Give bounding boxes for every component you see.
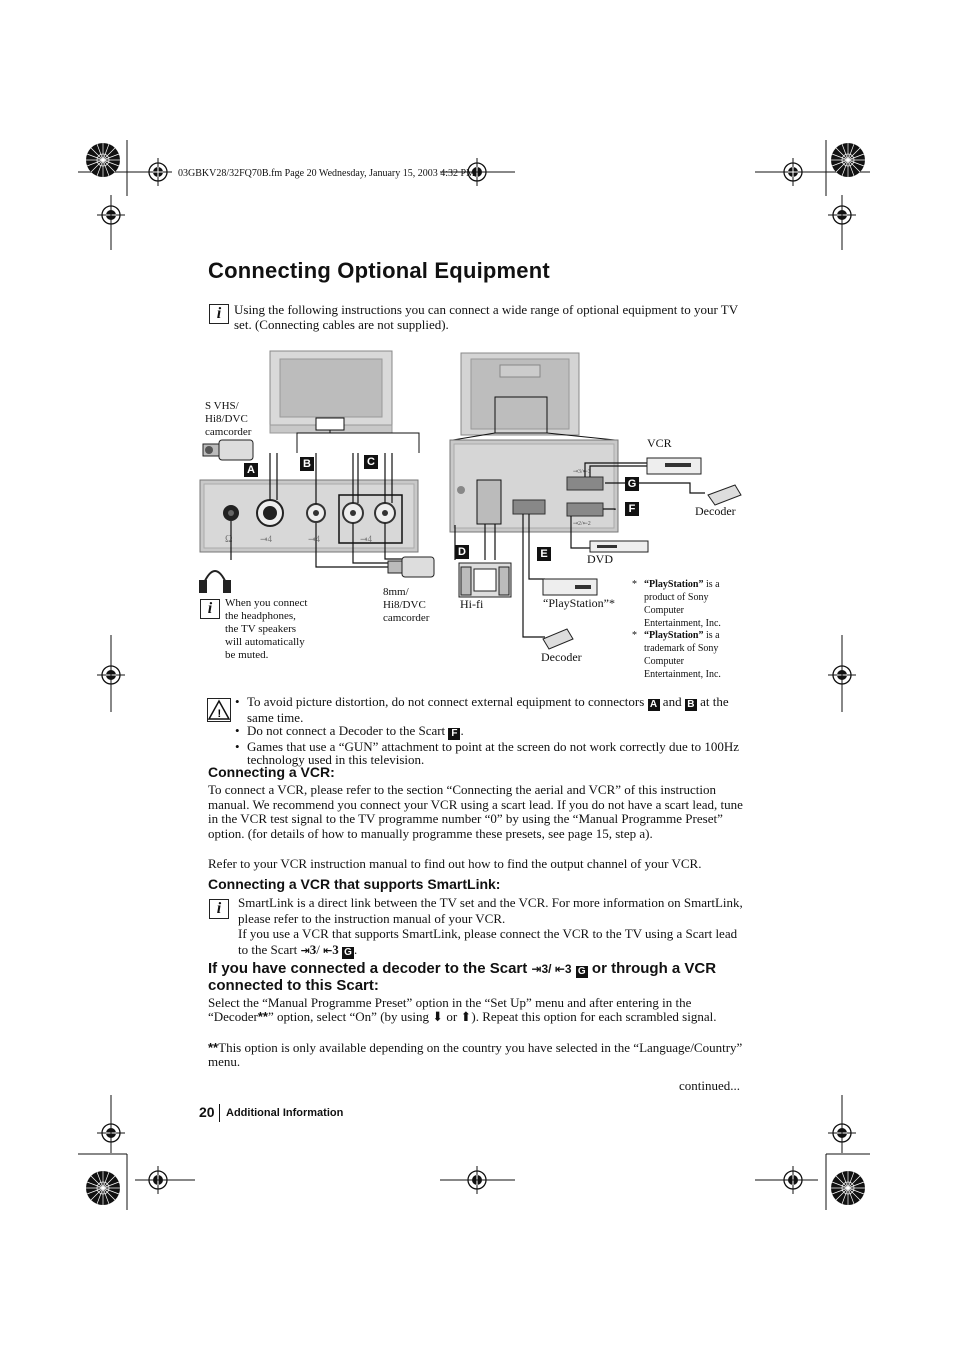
page-title: Connecting Optional Equipment bbox=[208, 258, 550, 283]
connector-label-a: A bbox=[244, 463, 258, 477]
smartlink-paragraph-2: If you use a VCR that supports SmartLink, please connect the VCR to the TV using a Scart lead to the Scart ⇥3/ ⇤3 G . bbox=[238, 926, 738, 958]
svg-text:!: ! bbox=[217, 708, 222, 720]
vcr-heading: Connecting a VCR: bbox=[208, 764, 335, 780]
dvd-illustration bbox=[590, 541, 648, 552]
smartlink-paragraph-1: SmartLink is a direct link between the TV set and the VCR. For more information on SmartLink, please refer to the instruction manual of your VCR. bbox=[238, 895, 743, 926]
vcr-paragraph-1: To connect a VCR, please refer to the section “Connecting the aerial and VCR” of this instruction manual. We recommend you connect your VCR using a scart lead. If you do not have a scart lead, tune in the VCR test signal to the TV programme number “0” by using the “Manual Programme Preset” option. (for details of how to manually programme these presets, see page 15, step a). bbox=[208, 782, 743, 841]
decoder-right-illustration bbox=[708, 485, 741, 505]
up-arrow-icon: ⬆ bbox=[460, 1009, 472, 1025]
warning-item: • Do not connect a Decoder to the Scart F . bbox=[235, 724, 745, 740]
footer-section-label: Additional Information bbox=[226, 1107, 344, 1119]
headphones-illustration bbox=[200, 571, 230, 592]
headphones-info-icon: i bbox=[200, 599, 220, 619]
playstation-label: “PlayStation”* bbox=[543, 596, 615, 610]
8mm-camcorder-label: 8mm/ Hi8/DVC camcorder bbox=[383, 586, 430, 624]
vcr-illustration bbox=[647, 458, 701, 474]
svg-text:⇥4: ⇥4 bbox=[308, 534, 321, 544]
decoder-right-label: Decoder bbox=[695, 504, 736, 518]
connector-label-e: E bbox=[537, 547, 551, 561]
svhs-camcorder-label: S VHS/ Hi8/DVC camcorder bbox=[205, 400, 252, 438]
svg-text:Ω: Ω bbox=[225, 534, 233, 545]
vcr-label: VCR bbox=[647, 436, 672, 450]
smartlink-heading: Connecting a VCR that supports SmartLink: bbox=[208, 876, 501, 892]
hifi-illustration bbox=[459, 563, 511, 597]
warnings-list bbox=[235, 695, 745, 766]
hifi-label: Hi-fi bbox=[460, 597, 484, 611]
svg-text:⇥3/⇤3: ⇥3/⇤3 bbox=[573, 469, 591, 475]
intro-text: Using the following instructions you can connect a wide range of optional equipment to your TV set. (Connecting cables are not supplied). bbox=[234, 302, 738, 332]
info-icon: i bbox=[209, 304, 229, 324]
rear-panel-illustration bbox=[450, 440, 618, 532]
connector-label-g: G bbox=[625, 477, 639, 491]
playstation-footnote-1: * “PlayStation” is a product of Sony Computer Entertainment, Inc. bbox=[632, 579, 721, 629]
decoder-bottom-illustration bbox=[543, 629, 573, 649]
warning-item: • Games that use a “GUN” attachment to point at the screen do not work correctly due to 100Hz technology used in this television. bbox=[235, 740, 745, 766]
vcr-paragraph-2: Refer to your VCR instruction manual to find out how to find the output channel of your VCR. bbox=[208, 856, 702, 871]
connector-label-f: F bbox=[625, 502, 639, 516]
decoder-heading: If you have connected a decoder to the Scart ⇥3/ ⇤3 G or through a VCR connected to this Scart: bbox=[208, 960, 717, 994]
connector-label-d: D bbox=[455, 545, 469, 559]
warning-item: • To avoid picture distortion, do not connect external equipment to connectors A and B at the same time. bbox=[235, 695, 745, 724]
connector-label-b: B bbox=[300, 457, 314, 471]
page-number: 20 bbox=[199, 1104, 215, 1120]
smartlink-info-icon: i bbox=[209, 899, 229, 919]
svg-text:⇥4: ⇥4 bbox=[260, 534, 273, 544]
svg-text:⇥4: ⇥4 bbox=[360, 534, 373, 544]
camcorder-svhs-illustration bbox=[203, 440, 253, 460]
dvd-label: DVD bbox=[587, 552, 613, 566]
playstation-illustration bbox=[543, 579, 597, 595]
decoder-footnote: **This option is only available depending on the country you have selected in the “Language/Country” menu. bbox=[208, 1040, 743, 1069]
file-meta-header: 03GBKV28/32FQ70B.fm Page 20 Wednesday, January 15, 2003 4:32 PM bbox=[178, 168, 475, 179]
svg-text:⇥2/⇤2: ⇥2/⇤2 bbox=[573, 521, 591, 527]
continued-text: continued... bbox=[679, 1078, 741, 1093]
rear-tv-illustration bbox=[461, 353, 579, 435]
camcorder-8mm-illustration bbox=[388, 557, 434, 577]
decoder-paragraph: Select the “Manual Programme Preset” option in the “Set Up” menu and after entering in the “Decoder**” option, select “On” (by using ⬇ or ⬆). Repeat this option for each scrambled signal. bbox=[208, 995, 717, 1025]
footer-divider bbox=[219, 1104, 220, 1122]
connector-label-c: C bbox=[364, 455, 378, 469]
playstation-footnote-2: * “PlayStation” is a trademark of Sony Computer Entertainment, Inc. bbox=[632, 630, 721, 680]
decoder-bottom-label: Decoder bbox=[541, 650, 582, 664]
down-arrow-icon: ⬇ bbox=[432, 1009, 444, 1025]
warning-icon bbox=[207, 698, 231, 722]
front-tv-illustration bbox=[270, 351, 419, 453]
headphones-note: When you connect the headphones, the TV speakers will automatically be muted. bbox=[225, 597, 308, 661]
